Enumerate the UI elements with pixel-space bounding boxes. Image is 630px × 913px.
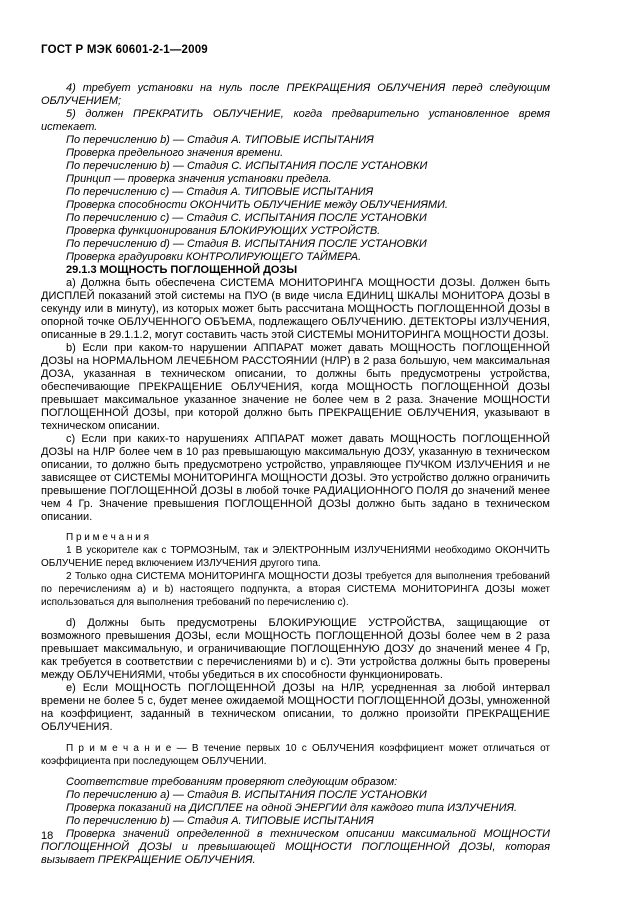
outro-line: Проверка показаний на ДИСПЛЕЕ на одной ЭНЕРГИИ для каждого типа ИЗЛУЧЕНИЯ. [66,802,518,814]
single-note: П р и м е ч а н и е — В течение первых 10 с ОБЛУЧЕНИЯ коэффициент может отличаться от коэффициента при последующем ОБЛУЧЕНИИ. [41,743,550,767]
intro-line: По перечислению с) — Стадия А. ТИПОВЫЕ ИСПЫТАНИЯ [66,186,374,198]
note-item-2: 2 Только одна СИСТЕМА МОНИТОРИНГА МОЩНОСТИ ДОЗЫ требуется для выполнения требований по перечислениям a) и b) настоящего подпункта, а вторая СИСТЕМА МОНИТОРИНГА ДОЗЫ может использоваться для выполнения требований по перечислению с). [41,571,550,608]
intro-line: По перечислению d) — Стадия В. ИСПЫТАНИЯ ПОСЛЕ УСТАНОВКИ [66,238,427,250]
outro-line: По перечислению b) — Стадия А. ТИПОВЫЕ ИСПЫТАНИЯ [66,815,374,827]
notes-title: П р и м е ч а н и я [66,532,150,543]
note-item-1: 1 В ускорителе как с ТОРМОЗНЫМ, так и ЭЛЕКТРОННЫМ ИЗЛУЧЕНИЯМИ необходимо ОКОНЧИТЬ ОБЛУЧЕНИЕ перед включением ИЗЛУЧЕНИЯ другого типа. [41,545,550,569]
notes-block [41,531,550,609]
compliance-test-outro-block [41,776,550,867]
intro-line: 4) требует установки на нуль после ПРЕКРАЩЕНИЯ ОБЛУЧЕНИЯ перед следующим ОБЛУЧЕНИЕМ; [41,82,550,107]
intro-line: 5) должен ПРЕКРАТИТЬ ОБЛУЧЕНИЕ, когда предварительно установленное время истекает. [41,108,550,133]
intro-line: По перечислению b) — Стадия А. ТИПОВЫЕ ИСПЫТАНИЯ [66,134,374,146]
intro-line: Проверка предельного значения времени. [66,147,284,159]
intro-line: По перечислению b) — Стадия С. ИСПЫТАНИЯ ПОСЛЕ УСТАНОВКИ [66,160,428,172]
intro-line: Принцип — проверка значения установки предела. [66,173,332,185]
intro-line: По перечислению с) — Стадия С. ИСПЫТАНИЯ ПОСЛЕ УСТАНОВКИ [66,212,427,224]
paragraph-e: е) Если МОЩНОСТЬ ПОГЛОЩЕННОЙ ДОЗЫ на НЛР, усредненная за любой интервал времени не более 5 с, будет менее ожидаемой МОЩНОСТИ ПОГЛОЩЕННОЙ ДОЗЫ, умноженной на коэффициент, заданный в техническом описании, то должно произойти ПРЕКРАЩЕНИЕ ОБЛУЧЕНИЯ. [41,682,550,733]
intro-line: Проверка способности ОКОНЧИТЬ ОБЛУЧЕНИЕ между ОБЛУЧЕНИЯМИ. [66,199,448,211]
outro-line: Проверка значений определенной в техническом описании максимальной МОЩНОСТИ ПОГЛОЩЕННОЙ ДОЗЫ и превышающей МОЩНОСТИ ПОГЛОЩЕННОЙ ДОЗЫ, которая вызывает ПРЕКРАЩЕНИЕ ОБЛУЧЕНИЯ. [41,828,550,866]
page-number: 18 [41,830,54,842]
intro-line: Проверка функционирования БЛОКИРУЮЩИХ УСТРОЙСТВ. [66,225,381,237]
paragraph-a: а) Должна быть обеспечена СИСТЕМА МОНИТОРИНГА МОЩНОСТИ ДОЗЫ. Должен быть ДИСПЛЕЙ показаний этой системы на ПУО (в виде числа ЕДИНИЦ ШКАЛЫ МОНИТОРА ДОЗЫ в секунду или в минуту), из которых может быть рассчитана МОЩНОСТЬ ПОГЛОЩЕННОЙ ДОЗЫ в опорной точке ОБЛУЧЕННОГО ОБЪЕМА, подлежащего ОБЛУЧЕНИЮ. ДЕТЕКТОРЫ ИЗЛУЧЕНИЯ, описанные в 29.1.1.2, могут составить часть этой СИСТЕМЫ МОНИТОРИНГА МОЩНОСТИ ДОЗЫ. [41,277,550,341]
standard-designation-header: ГОСТ Р МЭК 60601-2-1—2009 [41,44,208,56]
page-content [41,44,550,867]
paragraph-b: b) Если при каком-то нарушении АППАРАТ может давать МОЩНОСТЬ ПОГЛОЩЕННОЙ ДОЗЫ на НОРМАЛЬНОМ ЛЕЧЕБНОМ РАССТОЯНИИ (НЛР) в 2 раза большую, чем максимальная ДОЗА, указанная в техническом описании, то должны быть предусмотрены устройства, обеспечивающие ПРЕКРАЩЕНИЕ ОБЛУЧЕНИЯ, когда МОЩНОСТЬ ПОГЛОЩЕННОЙ ДОЗЫ превышает максимальное указанное значение не более чем в 2 раза. Значение МОЩНОСТИ ПОГЛОЩЕННОЙ ДОЗЫ, при которой должно быть ПРЕКРАЩЕНИЕ ОБЛУЧЕНИЯ, указывают в техническом описании. [41,342,550,432]
single-note-block [41,742,550,768]
paragraph-d: d) Должны быть предусмотрены БЛОКИРУЮЩИЕ УСТРОЙСТВА, защищающие от возможного превышения ДОЗЫ, если МОЩНОСТЬ ПОГЛОЩЕННОЙ ДОЗЫ более чем в 2 раза превышает максимальную, и ограничивающие ПОГЛОЩЕННУЮ ДОЗУ до значений менее 4 Гр, как требуется в соответствии с перечислениями b) и с). Эти устройства должны быть проверены между ОБЛУЧЕНИЯМИ, чтобы убедиться в их способности функционировать. [41,617,550,681]
outro-line: Соответствие требованиям проверяют следующим образом: [66,776,398,788]
outro-line: По перечислению а) — Стадия В. ИСПЫТАНИЯ ПОСЛЕ УСТАНОВКИ [66,789,427,801]
paragraph-c: с) Если при каких-то нарушениях АППАРАТ может давать МОЩНОСТЬ ПОГЛОЩЕННОЙ ДОЗЫ на НЛР более чем в 10 раз превышающую максимальную ДОЗУ, указанную в техническом описании, то должно быть предусмотрено устройство, управляющее ПУЧКОМ ИЗЛУЧЕНИЯ и не зависящее от СИСТЕМЫ МОНИТОРИНГА МОЩНОСТИ ДОЗЫ. Это устройство должно ограничить превышение ПОГЛОЩЕННОЙ ДОЗЫ в любой точке РАДИАЦИОННОГО ПОЛЯ до значений менее чем 4 Гр. Значение превышения ПОГЛОЩЕННОЙ ДОЗЫ должно быть задано в техническом описании. [41,433,550,523]
intro-line: Проверка градуировки КОНТРОЛИРУЮЩЕГО ТАЙМЕРА. [66,251,362,263]
compliance-test-intro-block [41,82,550,264]
section-heading-29-1-3: 29.1.3 МОЩНОСТЬ ПОГЛОЩЕННОЙ ДОЗЫ [66,264,298,276]
